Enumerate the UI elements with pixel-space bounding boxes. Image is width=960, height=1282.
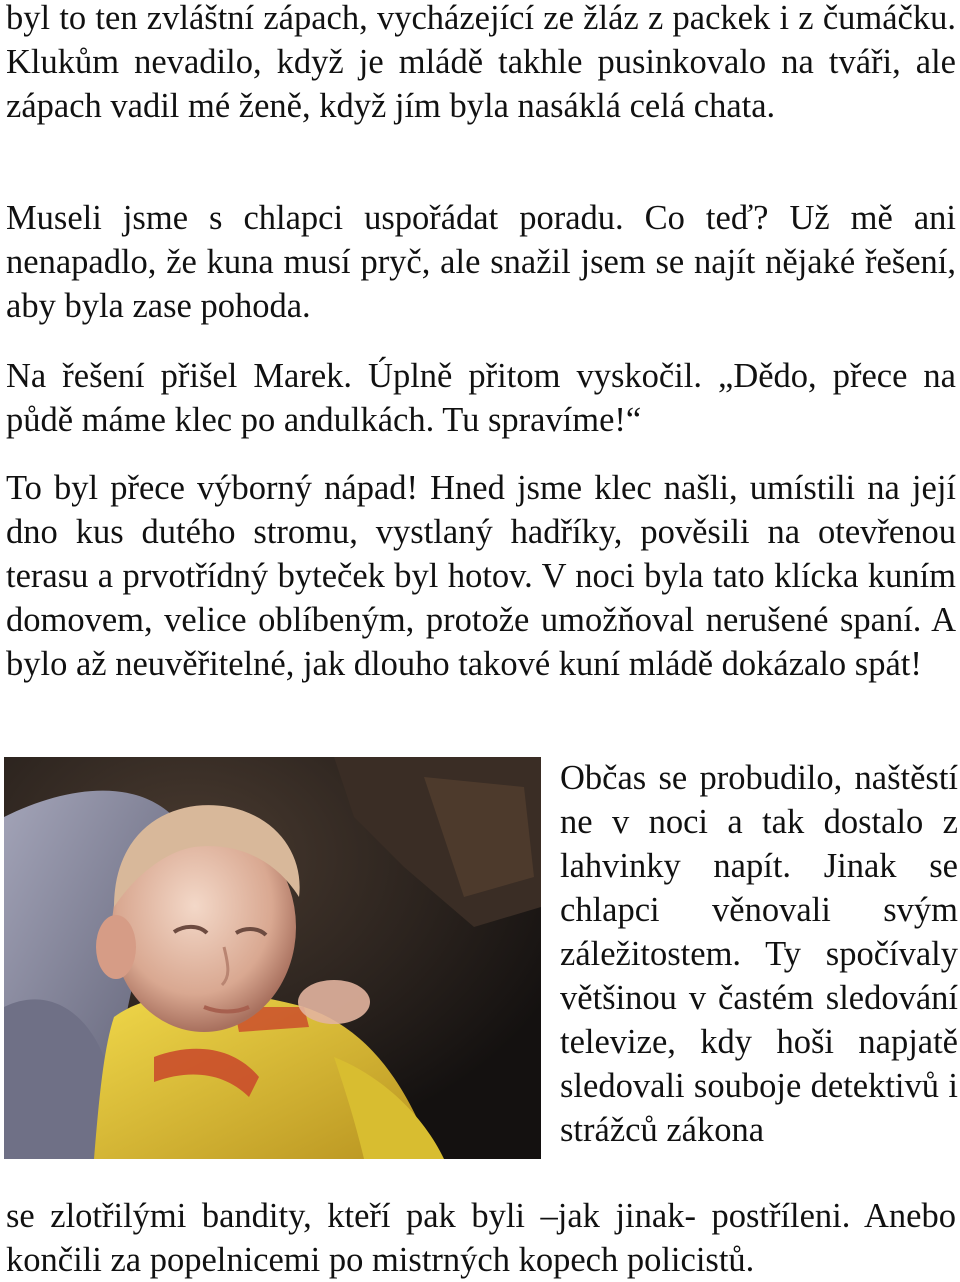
child-photo-icon	[4, 757, 541, 1159]
paragraph-3: Na řešení přišel Marek. Úplně přitom vyskočil. „Dědo, přece na půdě máme klec po andulkách. Tu spravíme!“	[6, 357, 956, 439]
paragraph-4: To byl přece výborný nápad! Hned jsme klec našli, umístili na její dno kus dutého stromu, vystlaný hadříky, pověsili na otevřenou terasu a prvotřídný byteček byl hotov. V noci byla tato klícka kuním domovem, velice oblíbeným, protože umožňoval nerušené spaní. A bylo až neuvěřitelné, jak dlouho takové kuní mládě dokázalo spát!	[6, 469, 956, 683]
paragraph-6: se zlotřilými bandity, kteří pak byli –jak jinak- postříleni. Anebo končili za popelnicemi po mistrných kopech policistů.	[6, 1197, 956, 1279]
paragraph-2: Museli jsme s chlapci uspořádat poradu. Co teď? Už mě ani nenapadlo, že kuna musí pryč, ale snažil jsem se najít nějaké řešení, aby byla zase pohoda.	[6, 199, 956, 325]
paragraph-1: byl to ten zvláštní zápach, vycházející ze žláz z packek i z čumáčku. Klukům nevadilo, když je mládě takhle pusinkovalo na tváři, ale zápach vadil mé ženě, když jím byla nasáklá celá chata.	[6, 0, 956, 125]
paragraph-5-beside-photo: Občas se probudilo, naštěstí ne v noci a tak dostalo z lahvinky napít. Jinak se chlapci věnovali svým záležitostem. Ty spočívaly většinou v častém sledování televize, kdy hoši napjatě sledovali souboje detektivů i strážců zákona	[560, 759, 958, 1149]
